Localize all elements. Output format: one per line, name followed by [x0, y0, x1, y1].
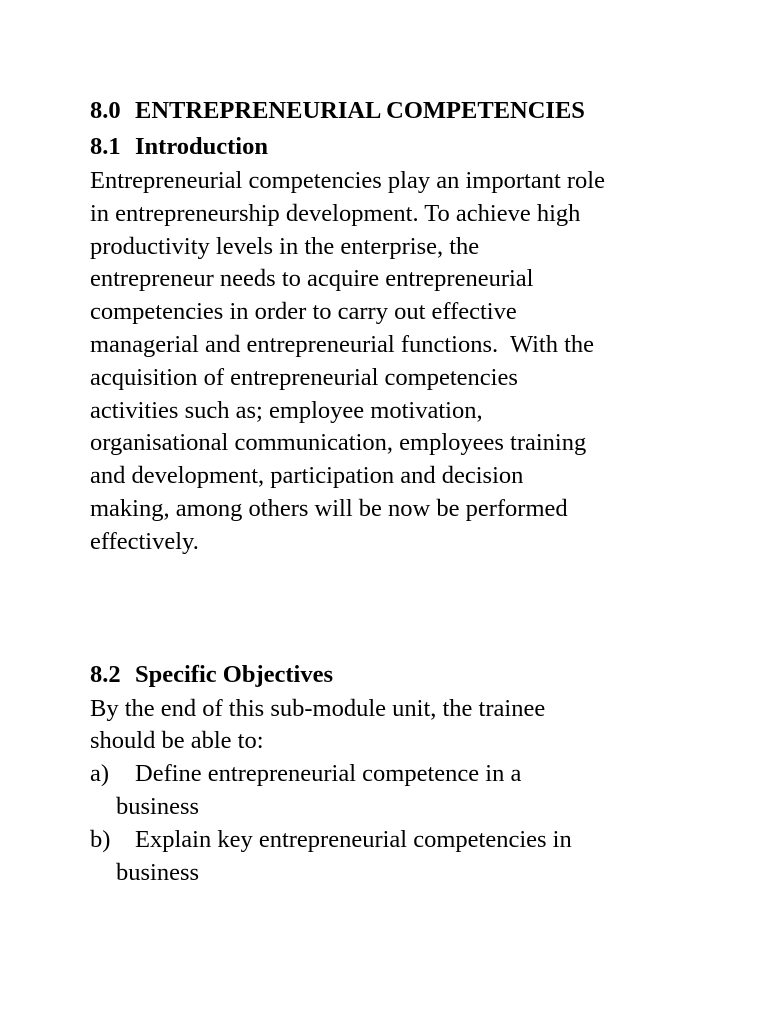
section-title: Specific Objectives [135, 660, 333, 688]
chapter-heading [90, 93, 690, 129]
chapter-number: 8.0 [90, 97, 121, 124]
list-item [90, 758, 690, 824]
paragraph-line: Entrepreneurial competencies play an important role [90, 167, 605, 194]
paragraph-line: and development, participation and decision [90, 462, 524, 490]
chapter-title: ENTREPRENEURIAL COMPETENCIES [135, 97, 585, 124]
introduction-paragraph [90, 165, 690, 559]
paragraph-line: in entrepreneurship development. To achieve high [90, 199, 581, 227]
paragraph-line: activities such as; employee motivation, [90, 396, 483, 424]
document-page [90, 93, 690, 889]
list-item-continuation: business [116, 792, 200, 820]
section-heading-introduction [90, 129, 690, 165]
paragraph-line: productivity levels in the enterprise, the [90, 232, 480, 260]
list-marker: a) [90, 760, 110, 788]
paragraph-line: effectively. [90, 527, 199, 555]
section-number: 8.2 [90, 660, 121, 688]
paragraph-line: making, among others will be now be performed [90, 494, 568, 522]
list-marker: b) [90, 825, 111, 853]
section-spacer [90, 559, 690, 657]
list-item [90, 824, 690, 890]
paragraph-line: acquisition of entrepreneurial competencies [90, 363, 518, 391]
paragraph-line: entrepreneur needs to acquire entrepreneurial [90, 265, 534, 293]
section-number: 8.1 [90, 133, 121, 160]
paragraph-line: competencies in order to carry out effective [90, 298, 517, 326]
paragraph-line: should be able to: [90, 727, 264, 755]
paragraph-line: managerial and entrepreneurial functions. With the [90, 330, 595, 358]
section-heading-objectives [90, 657, 690, 693]
objectives-intro-paragraph [90, 693, 690, 759]
paragraph-line: organisational communication, employees training [90, 429, 587, 457]
objectives-list [90, 758, 690, 889]
list-item-continuation: business [116, 858, 200, 886]
paragraph-line: By the end of this sub-module unit, the trainee [90, 694, 546, 722]
section-title: Introduction [135, 133, 268, 160]
list-item-text: Explain key entrepreneurial competencies in [135, 825, 572, 853]
list-item-text: Define entrepreneurial competence in a [135, 760, 522, 788]
